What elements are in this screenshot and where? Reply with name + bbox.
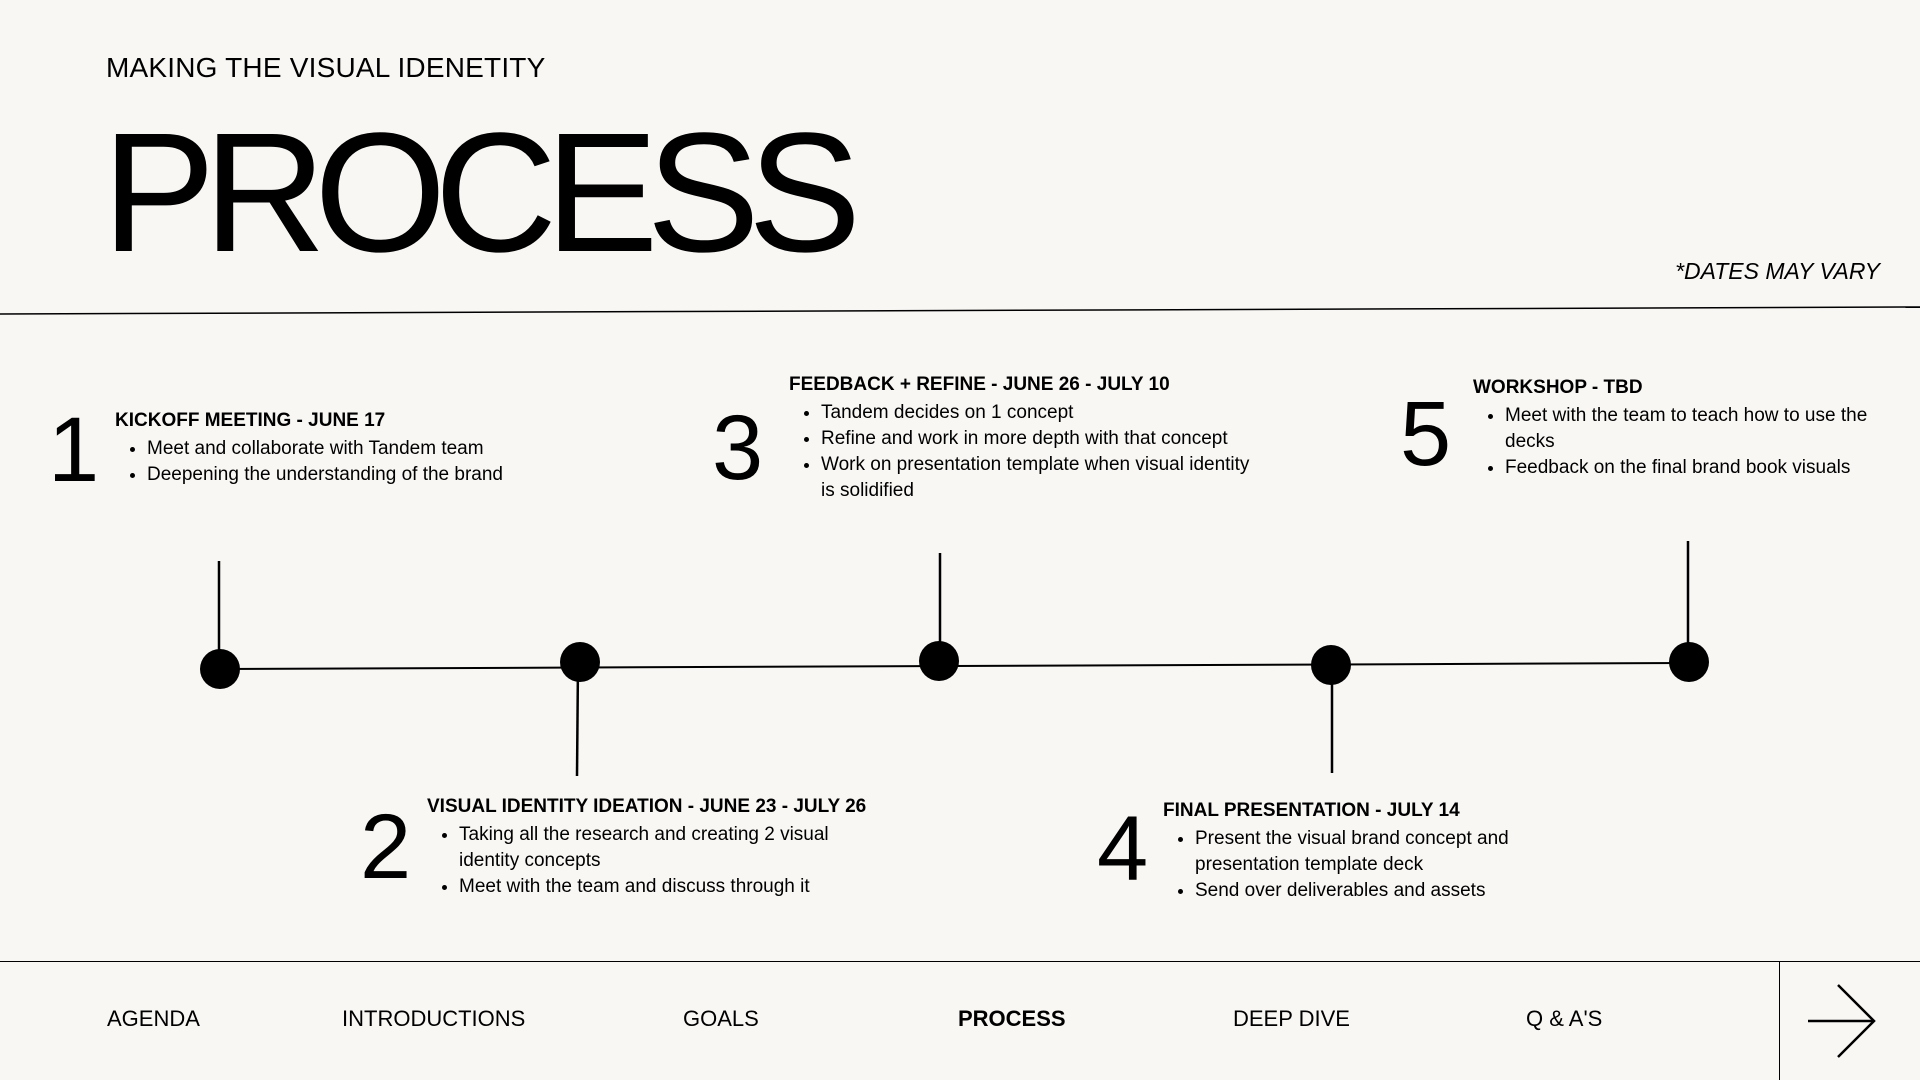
nav-qa[interactable]: Q & A'S bbox=[1526, 1006, 1603, 1031]
step-5 bbox=[1473, 377, 1893, 481]
list-item: • Present the visual brand concept and presentation template deck bbox=[1195, 826, 1563, 878]
step-4-number: 4 bbox=[1097, 798, 1149, 900]
footer-vertical-divider bbox=[1779, 961, 1780, 1080]
step-1-number: 1 bbox=[48, 399, 100, 501]
list-item: • Tandem decides on 1 concept bbox=[821, 400, 1259, 426]
step-2-list bbox=[427, 822, 867, 900]
footer-divider bbox=[0, 961, 1920, 962]
step-4-title: FINAL PRESENTATION - JULY 14 bbox=[1163, 800, 1460, 821]
step-2-title: VISUAL IDENTITY IDEATION - JUNE 23 - JULY 26 bbox=[427, 796, 867, 817]
step-2-number: 2 bbox=[360, 796, 412, 898]
next-button[interactable] bbox=[1800, 980, 1882, 1062]
step-5-list bbox=[1473, 403, 1893, 481]
list-item: • Meet with the team and discuss through it bbox=[459, 874, 867, 900]
list-item: • Taking all the research and creating 2 visual identity concepts bbox=[459, 822, 867, 874]
list-item: • Feedback on the final brand book visuals bbox=[1505, 455, 1893, 481]
list-item: • Refine and work in more depth with that concept bbox=[821, 426, 1259, 452]
timeline-node-2 bbox=[560, 642, 600, 682]
step-1 bbox=[115, 410, 635, 488]
nav-introductions[interactable]: INTRODUCTIONS bbox=[342, 1006, 526, 1031]
section-subtitle: MAKING THE VISUAL IDENETITY bbox=[106, 52, 546, 83]
step-5-title: WORKSHOP - TBD bbox=[1473, 377, 1643, 398]
step-3-list bbox=[789, 400, 1259, 504]
timeline-node-5 bbox=[1669, 642, 1709, 682]
list-item: • Meet with the team to teach how to use the decks bbox=[1505, 403, 1893, 455]
page-title: PROCESS bbox=[102, 98, 850, 288]
arrow-right-icon bbox=[1800, 980, 1882, 1062]
nav-goals[interactable]: GOALS bbox=[683, 1006, 759, 1031]
step-5-number: 5 bbox=[1400, 383, 1452, 485]
nav-deep-dive[interactable]: DEEP DIVE bbox=[1233, 1006, 1350, 1031]
step-1-title: KICKOFF MEETING - JUNE 17 bbox=[115, 410, 386, 431]
list-item: • Meet and collaborate with Tandem team bbox=[147, 436, 635, 462]
dates-disclaimer: *DATES MAY VARY bbox=[1675, 258, 1880, 284]
list-item: • Work on presentation template when visual identity is solidified bbox=[821, 452, 1259, 504]
list-item: • Deepening the understanding of the brand bbox=[147, 462, 635, 488]
step-1-list bbox=[115, 436, 635, 488]
step-3-title: FEEDBACK + REFINE - JUNE 26 - JULY 10 bbox=[789, 374, 1170, 395]
timeline-node-3 bbox=[919, 641, 959, 681]
timeline-node-4 bbox=[1311, 645, 1351, 685]
step-4 bbox=[1163, 800, 1563, 904]
step-3-number: 3 bbox=[712, 397, 764, 499]
step-2 bbox=[427, 796, 867, 900]
nav-process[interactable]: PROCESS bbox=[958, 1006, 1066, 1031]
step-3 bbox=[789, 374, 1259, 504]
nav-agenda[interactable]: AGENDA bbox=[107, 1006, 200, 1031]
list-item: • Send over deliverables and assets bbox=[1195, 878, 1563, 904]
timeline-node-1 bbox=[200, 649, 240, 689]
step-4-list bbox=[1163, 826, 1563, 904]
